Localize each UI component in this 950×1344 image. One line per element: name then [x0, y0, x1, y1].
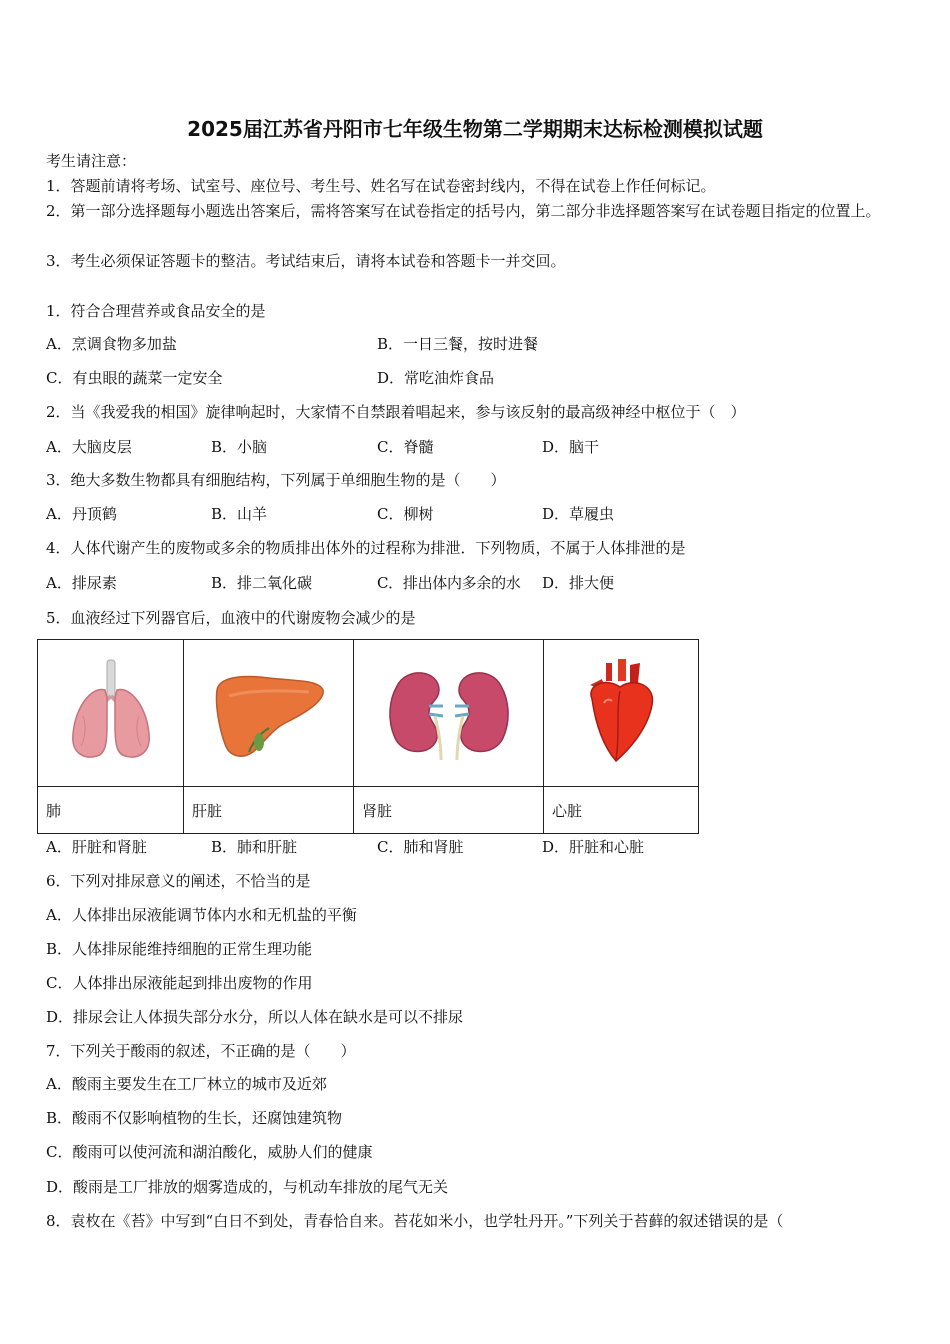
option-d: D．排尿会让人体损失部分水分，所以人体在缺水是可以不排尿: [46, 1008, 464, 1026]
option-b: B．人体排尿能维持细胞的正常生理功能: [46, 940, 313, 958]
organ-label: 肺: [38, 787, 184, 834]
option-d: D．脑干: [542, 438, 600, 456]
question-stem: 6．下列对排尿意义的阐述，不恰当的是: [46, 872, 311, 890]
organ-label: 心脏: [544, 787, 699, 834]
question-stem: 8．袁枚在《苔》中写到“白日不到处，青春恰自来。苔花如米小，也学牡丹开。”下列关于苔藓的叙述错误的是（: [46, 1212, 784, 1230]
option-d: D．常吃油炸食品: [377, 369, 495, 387]
question-stem: 1．符合合理营养或食品安全的是: [46, 302, 266, 320]
lungs-icon: [61, 656, 161, 766]
option-a: A．酸雨主要发生在工厂林立的城市及近郊: [46, 1075, 327, 1093]
option-b: B．排二氧化碳: [211, 574, 313, 592]
option-c: C．人体排出尿液能起到排出废物的作用: [46, 974, 313, 992]
option-a: A．大脑皮层: [46, 438, 132, 456]
notice-item: 2．第一部分选择题每小题选出答案后，需将答案写在试卷指定的括号内，第二部分非选择题答案写在试卷题目指定的位置上。: [46, 202, 881, 220]
kidneys-icon: [379, 656, 519, 766]
option-a: A．人体排出尿液能调节体内水和无机盐的平衡: [46, 906, 357, 924]
option-c: C．脊髓: [377, 438, 434, 456]
option-c: C．有虫眼的蔬菜一定安全: [46, 369, 223, 387]
kidneys-image: [354, 640, 544, 787]
option-c: C．酸雨可以使河流和湖泊酸化，威胁人们的健康: [46, 1143, 373, 1161]
organ-label: 肝脏: [184, 787, 354, 834]
organ-label: 肾脏: [354, 787, 544, 834]
liver-image: [184, 640, 354, 787]
option-b: B．肺和肝脏: [211, 838, 298, 856]
option-b: B．酸雨不仅影响植物的生长，还腐蚀建筑物: [46, 1109, 343, 1127]
option-b: B．一日三餐，按时进餐: [377, 335, 539, 353]
option-d: D．排大便: [542, 574, 615, 592]
option-c: C．肺和肾脏: [377, 838, 464, 856]
lungs-image: [38, 640, 184, 787]
question-stem: 5．血液经过下列器官后，血液中的代谢废物会减少的是: [46, 609, 416, 627]
question-stem: 2．当《我爱我的相国》旋律响起时，大家情不自禁跟着唱起来，参与该反射的最高级神经中枢位于（ ）: [46, 403, 746, 421]
heart-image: [544, 640, 699, 787]
notice-heading: 考生请注意：: [46, 152, 137, 170]
notice-item: 3．考生必须保证答题卡的整洁。考试结束后，请将本试卷和答题卡一并交回。: [46, 252, 566, 270]
heart-icon: [576, 655, 666, 767]
option-a: A．烹调食物多加盐: [46, 335, 177, 353]
option-a: A．肝脏和肾脏: [46, 838, 147, 856]
page-title: 2025届江苏省丹阳市七年级生物第二学期期末达标检测模拟试题: [187, 117, 763, 141]
option-c: C．柳树: [377, 505, 434, 523]
question-stem: 7．下列关于酸雨的叙述，不正确的是（ ）: [46, 1042, 356, 1060]
option-a: A．丹顶鹤: [46, 505, 117, 523]
option-c: C．排出体内多余的水: [377, 574, 521, 592]
option-a: A．排尿素: [46, 574, 117, 592]
question-stem: 3．绝大多数生物都具有细胞结构，下列属于单细胞生物的是（ ）: [46, 471, 506, 489]
option-d: D．肝脏和心脏: [542, 838, 645, 856]
organ-table: [37, 639, 699, 834]
notice-item: 1．答题前请将考场、试室号、座位号、考生号、姓名写在试卷密封线内，不得在试卷上作任何标记。: [46, 177, 716, 195]
option-d: D．酸雨是工厂排放的烟雾造成的，与机动车排放的尾气无关: [46, 1178, 449, 1196]
option-b: B．山羊: [211, 505, 268, 523]
question-stem: 4．人体代谢产生的废物或多余的物质排出体外的过程称为排泄．下列物质，不属于人体排泄的是: [46, 539, 686, 557]
option-d: D．草履虫: [542, 505, 615, 523]
liver-icon: [209, 656, 329, 766]
option-b: B．小脑: [211, 438, 268, 456]
